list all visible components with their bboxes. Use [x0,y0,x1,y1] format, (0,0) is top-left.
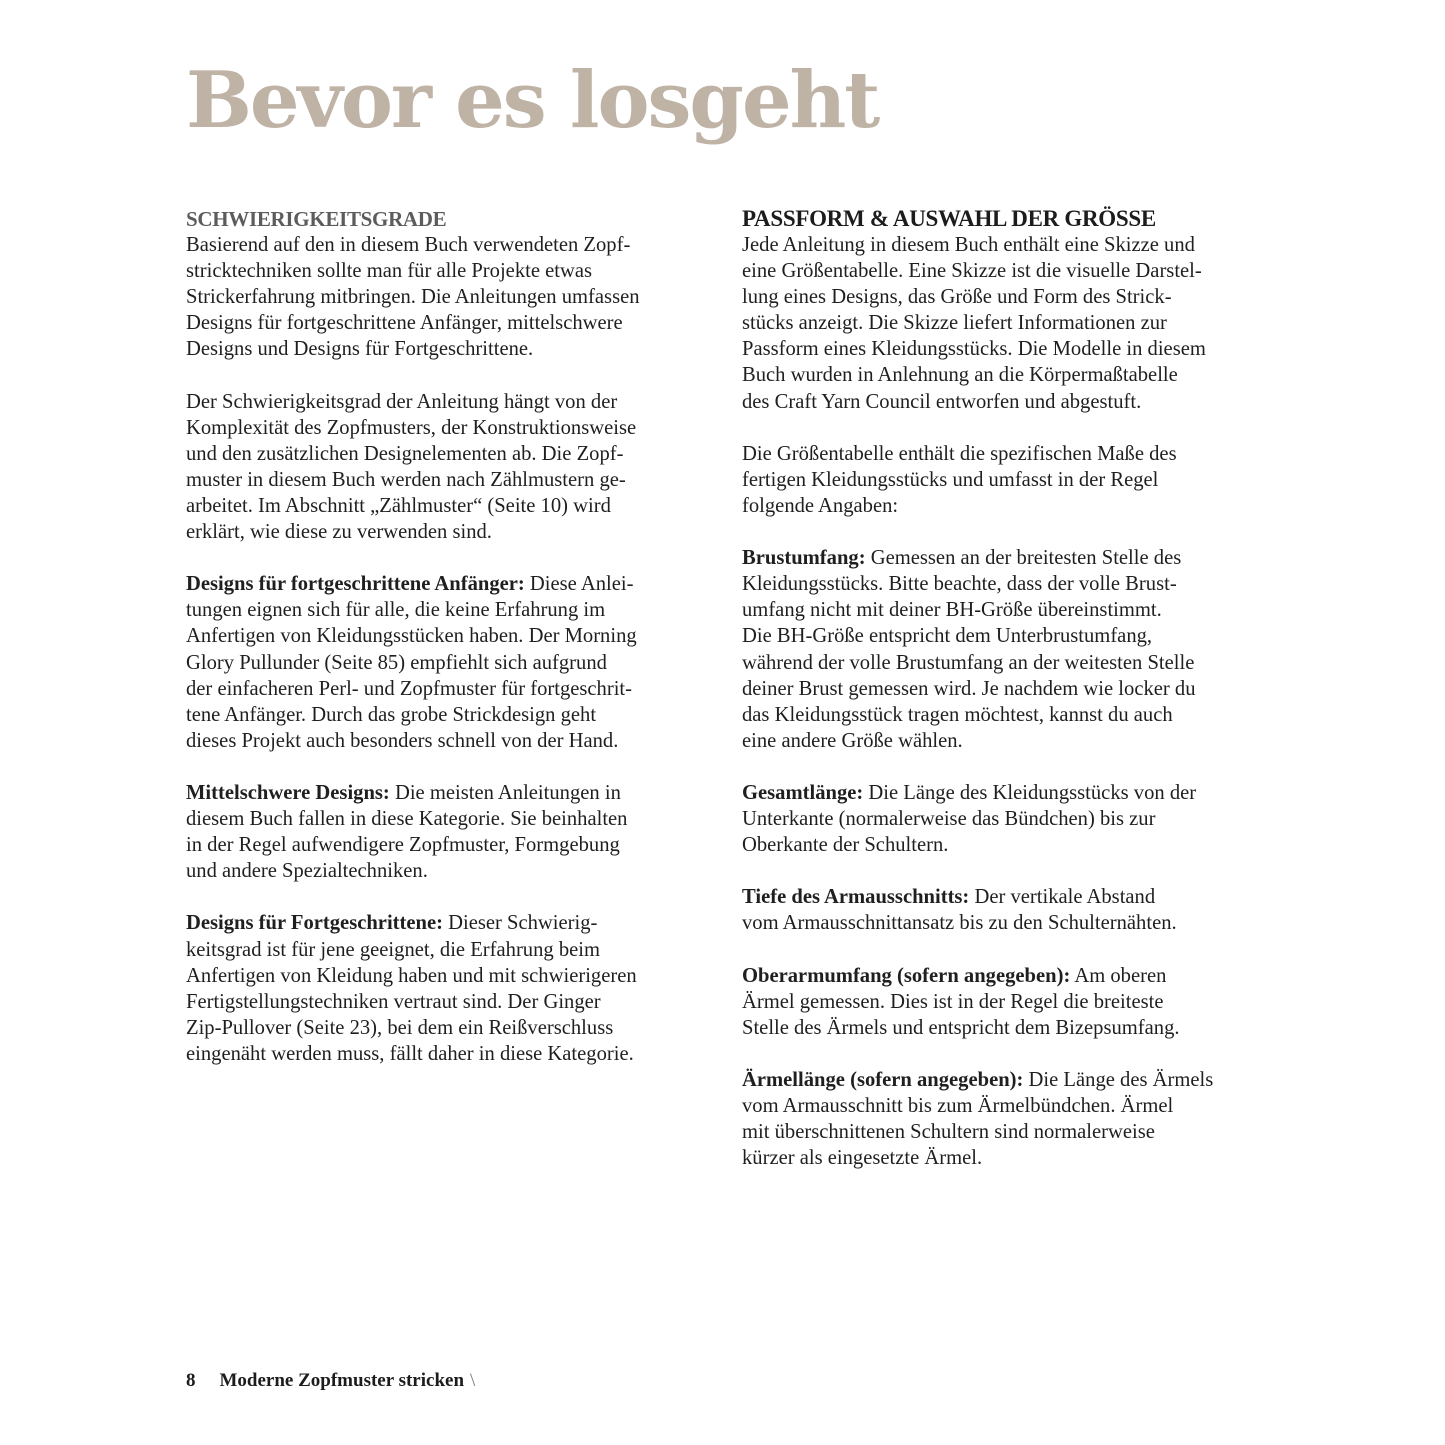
text-line: eingenäht werden muss, fällt daher in diese Kategorie. [186,1042,634,1065]
term-text: Dieser Schwierig- [442,912,598,935]
text-line: keitsgrad ist für jene geeignet, die Erfahrung beim [186,938,601,961]
left-column [186,206,686,1067]
text-line: erklärt, wie diese zu verwenden sind. [186,521,492,544]
text-line: vom Armausschnitt bis zum Ärmelbündchen. Ärmel [742,1095,1174,1118]
text-line [742,780,1242,806]
section-heading-difficulty: SCHWIERIGKEITSGRADE [186,207,447,231]
text-line: stücks anzeigt. Die Skizze liefert Informationen zur [742,312,1167,335]
text-line: Buch wurden in Anlehnung an die Körpermaßtabelle [742,364,1178,387]
term-text: Die Länge des Kleidungsstücks von der [863,781,1197,804]
text-line: Oberkante der Schultern. [742,834,949,857]
text-line: der einfacheren Perl- und Zopfmuster für fortgeschrit- [186,677,633,700]
term-text: Am oberen [1070,964,1167,987]
page-footer [186,1370,475,1392]
term-label: Designs für Fortgeschrittene: [186,912,443,935]
term-label: Oberarmumfang (sofern angegeben): [742,964,1071,987]
term-label: Designs für fortgeschrittene Anfänger: [186,573,525,596]
text-line: während der volle Brustumfang an der weitesten Stelle [742,651,1195,674]
text-line: deiner Brust gemessen wird. Je nachdem wie locker du [742,677,1196,700]
text-line: und den zusätzlichen Designelementen ab. Die Zopf- [186,442,624,465]
section-heading-fit-size: PASSFORM & AUSWAHL DER GRÖSSE [742,206,1156,231]
text-line [742,1067,1242,1093]
term-text: Gemessen an der breitesten Stelle des [865,547,1182,570]
text-line [742,884,1242,910]
text-line [742,545,1242,571]
text-line [186,910,686,936]
text-line: mit überschnittenen Schultern sind normalerweise [742,1121,1155,1144]
term-label: Brustumfang: [742,547,866,570]
term-text: Die Länge des Ärmels [1023,1069,1214,1091]
text-line: Stelle des Ärmels und entspricht dem Bizepsumfang. [742,1016,1180,1039]
text-line: Designs für fortgeschrittene Anfänger, mittelschwere [186,312,623,335]
text-line: stricktechniken sollte man für alle Projekte etwas [186,260,593,283]
text-line: Glory Pullunder (Seite 85) empfiehlt sich aufgrund [186,651,607,674]
text-line: Passform eines Kleidungsstücks. Die Modelle in diesem [742,338,1206,361]
term-text: Diese Anlei- [524,573,634,596]
text-line: umfang nicht mit deiner BH-Größe übereinstimmt. [742,599,1162,622]
text-line: des Craft Yarn Council entworfen und abgestuft. [742,390,1142,413]
text-line [742,963,1242,989]
text-line: Jede Anleitung in diesem Buch enthält eine Skizze und [742,234,1195,256]
text-line: Kleidungsstücks. Bitte beachte, dass der volle Brust- [742,573,1177,596]
term-label: Gesamtlänge: [742,781,864,804]
term-label: Mittelschwere Designs: [186,781,390,804]
term-text: Der vertikale Abstand [969,886,1156,909]
text-line: Der Schwierigkeitsgrad der Anleitung hängt von der [186,390,618,413]
text-line: in der Regel aufwendigere Zopfmuster, Formgebung [186,834,620,857]
term-label: Ärmellänge (sofern angegeben): [742,1069,1024,1091]
term-label: Tiefe des Armausschnitts: [742,886,970,909]
text-line [186,780,686,806]
text-line: das Kleidungsstück tragen möchtest, kannst du auch [742,703,1173,726]
text-line: Komplexität des Zopfmusters, der Konstruktionsweise [186,416,637,439]
text-line: dieses Projekt auch besonders schnell von der Hand. [186,729,619,752]
text-line: Fertigstellungstechniken vertraut sind. Der Ginger [186,990,601,1013]
text-line: fertigen Kleidungsstücks und umfasst in der Regel [742,468,1159,491]
text-line: kürzer als eingesetzte Ärmel. [742,1147,983,1170]
text-line: Basierend auf den in diesem Buch verwendeten Zopf- [186,234,631,256]
text-line: eine Größentabelle. Eine Skizze ist die visuelle Darstel- [742,260,1202,283]
text-line: Die Größentabelle enthält die spezifischen Maße des [742,442,1177,465]
text-line: Zip-Pullover (Seite 23), bei dem ein Reißverschluss [186,1016,614,1039]
text-line: lung eines Designs, das Größe und Form des Strick- [742,286,1172,309]
text-line: tene Anfänger. Durch das grobe Strickdesign geht [186,703,597,726]
text-line [186,571,686,597]
text-line: Designs und Designs für Fortgeschrittene. [186,338,534,361]
text-line: tungen eignen sich für alle, die keine Erfahrung im [186,599,606,622]
text-line: diesem Buch fallen in diese Kategorie. Sie beinhalten [186,808,628,831]
term-text: Die meisten Anleitungen in [389,781,621,804]
paragraph [742,232,1242,1171]
text-line: folgende Angaben: [742,494,899,517]
text-line: Unterkante (normalerweise das Bündchen) bis zur [742,808,1156,831]
page-title: Bevor es losgeht [186,55,879,146]
text-line: vom Armausschnittansatz bis zu den Schulternähten. [742,912,1177,935]
text-line: und andere Spezialtechniken. [186,860,428,883]
page-number: 8 [186,1370,196,1391]
text-line: Strickerfahrung mitbringen. Die Anleitungen umfassen [186,286,640,309]
text-line: Ärmel gemessen. Dies ist in der Regel die breiteste [742,990,1164,1013]
text-line: muster in diesem Buch werden nach Zählmustern ge- [186,468,626,491]
text-line: arbeitet. Im Abschnitt „Zählmuster“ (Seite 10) wird [186,494,611,517]
text-line: Anfertigen von Kleidungsstücken haben. Der Morning [186,625,637,648]
text-line: eine andere Größe wählen. [742,729,963,752]
text-line: Die BH-Größe entspricht dem Unterbrustumfang, [742,625,1153,648]
footer-separator: \ [470,1370,476,1391]
right-column [742,206,1242,1171]
paragraph [186,232,686,1067]
text-line: Anfertigen von Kleidung haben und mit schwierigeren [186,964,637,987]
book-title: Moderne Zopfmuster stricken [219,1370,465,1391]
